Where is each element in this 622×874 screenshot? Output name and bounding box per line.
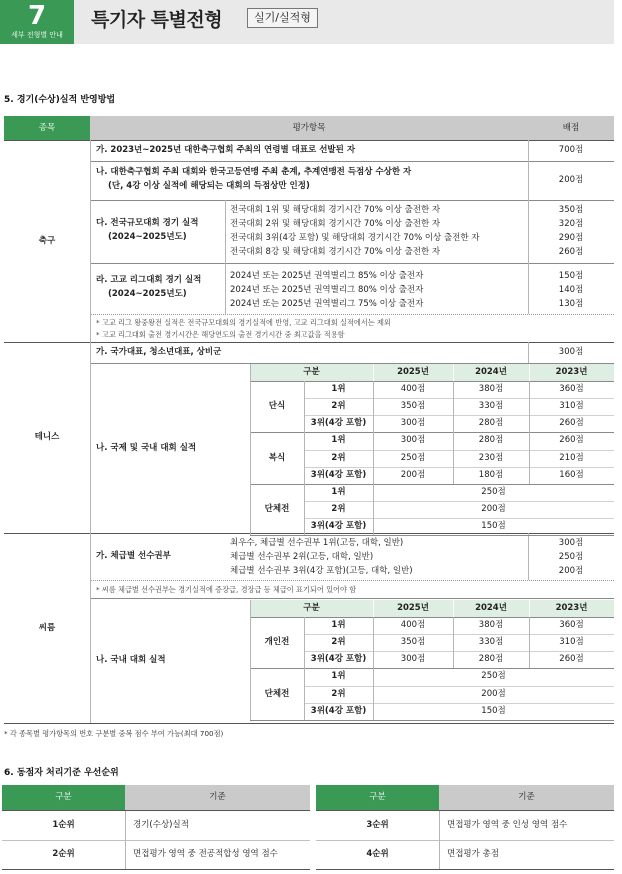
ssireum-a-points: 250점 xyxy=(558,551,584,562)
section6-heading: 6. 동점자 처리기준 우선순위 xyxy=(4,768,119,778)
grid-vline xyxy=(304,617,305,668)
grid-vline xyxy=(529,600,530,617)
soccer-d-points: 130점 xyxy=(558,298,584,309)
tie-col-division: 구분 xyxy=(369,792,386,802)
grid-rank: 3위(4강 포함) xyxy=(310,418,367,429)
soccer-c-item: 전국대회 1위 및 해당대회 경기시간 70% 이상 출전한 자 xyxy=(230,204,441,215)
tie-col-criterion: 기준 xyxy=(209,792,226,802)
grid-value: 150점 xyxy=(481,520,506,531)
tie-rank: 1순위 xyxy=(52,820,75,830)
grid-rank: 1위 xyxy=(331,486,346,497)
grid-value-2024: 280점 xyxy=(478,418,504,429)
grid-value-2025: 300점 xyxy=(400,435,426,446)
section-number-box xyxy=(0,0,74,44)
soccer-d-points: 140점 xyxy=(558,284,584,295)
soccer-note: * 고교 리그 왕중왕전 실적은 전국규모대회의 경기실적에 반영, 고교 리그대회 실적에서는 제외 xyxy=(96,317,391,327)
tie-rank: 2순위 xyxy=(52,849,75,859)
grid-group-0: 단식 xyxy=(268,401,286,412)
soccer-c-points: 290점 xyxy=(558,232,584,243)
section-subtitle: 세부 전형별 안내 xyxy=(11,31,63,39)
grid-col-2025: 2025년 xyxy=(397,367,429,378)
grid-value: 200점 xyxy=(481,688,506,699)
grid-group-1: 복식 xyxy=(268,452,286,463)
tie-criterion: 면접평가 영역 중 인성 영역 점수 xyxy=(447,820,568,830)
grid-vline xyxy=(529,381,530,432)
grid-line xyxy=(250,720,614,721)
ssireum-a-label: 가. 체급별 선수권부 xyxy=(96,551,171,561)
grid-vline xyxy=(250,364,251,535)
grid-rank: 3위(4강 포함) xyxy=(310,520,367,531)
grid-rank: 1위 xyxy=(331,671,346,682)
grid-col-division: 구분 xyxy=(303,603,320,614)
grid-value-2023: 360점 xyxy=(559,384,584,395)
grid-col-2025: 2025년 xyxy=(397,603,429,614)
grid-col-2024: 2024년 xyxy=(475,367,507,378)
grid-value-2025: 200점 xyxy=(400,469,426,480)
grid-vline xyxy=(529,617,530,668)
grid-value-2025: 350점 xyxy=(400,401,426,412)
sport-tennis: 테니스 xyxy=(34,432,60,442)
grid-value-2024: 180점 xyxy=(478,469,504,480)
grid-vline xyxy=(529,364,530,381)
row-line xyxy=(4,723,614,724)
col-line xyxy=(225,200,226,314)
tie-col-criterion: 기준 xyxy=(518,792,535,802)
grid-rank: 2위 xyxy=(331,503,346,514)
ssireum-a-item: 최우수, 체급별 선수권부 1위(고등, 대학, 일반) xyxy=(230,537,404,548)
grid-rank: 2위 xyxy=(331,401,346,412)
grid-value: 250점 xyxy=(481,486,506,497)
grid-rank: 2위 xyxy=(331,452,346,463)
grid-vline xyxy=(453,381,454,432)
soccer-c-points: 350점 xyxy=(558,204,584,215)
soccer-d-label: 라. 고교 리그대회 경기 실적 (2024~2025년도) xyxy=(96,275,202,299)
grid-value-2023: 160점 xyxy=(559,469,584,480)
ssireum-note: * 씨름 체급별 선수권부는 경기실적에 증장급, 경장급 등 체급이 표기되어 있어야 함 xyxy=(96,585,357,594)
grid-rank: 1위 xyxy=(331,435,346,446)
sport-soccer: 축구 xyxy=(38,235,56,246)
soccer-c-item: 전국대회 8강 및 해당대회 경기시간 70% 이상 출전한 자 xyxy=(230,246,441,257)
sport-ssireum: 씨름 xyxy=(38,622,56,633)
type-badge: 실기/실적형 xyxy=(247,8,318,28)
grid-value-2025: 250점 xyxy=(400,452,426,463)
grid-value-2025: 400점 xyxy=(400,620,426,631)
tie-vline xyxy=(439,811,440,869)
grid-rank: 3위(4강 포함) xyxy=(310,705,367,716)
grid-rank: 3위(4강 포함) xyxy=(310,469,367,480)
soccer-d-item: 2024년 또는 2025년 권역별리그 85% 이상 출전자 xyxy=(230,270,424,281)
grid-vline xyxy=(453,600,454,617)
grid-value-2023: 360점 xyxy=(559,620,584,631)
soccer-c-item: 전국대회 2위 및 해당대회 경기시간 70% 이상 출전한 자 xyxy=(230,218,441,229)
grid-value-2025: 350점 xyxy=(400,637,426,648)
grid-value-2025: 400점 xyxy=(400,384,426,395)
tie-criterion: 면접평가 총점 xyxy=(447,849,499,859)
col-points: 배점 xyxy=(562,122,580,133)
grid-col-2023: 2023년 xyxy=(555,367,588,378)
grid-vline xyxy=(373,668,374,719)
grid-rank: 1위 xyxy=(331,384,346,395)
soccer-c-points: 320점 xyxy=(558,218,584,229)
grid-vline xyxy=(453,432,454,483)
grid-value-2023: 310점 xyxy=(559,401,584,412)
tie-vline xyxy=(125,811,126,869)
grid-vline xyxy=(453,617,454,668)
grid-value-2024: 330점 xyxy=(478,401,504,412)
grid-vline xyxy=(304,381,305,432)
grid-group-2: 단체전 xyxy=(264,503,290,514)
grid-col-2024: 2024년 xyxy=(475,603,507,614)
tie-rank: 3순위 xyxy=(366,820,389,830)
grid-value-2024: 280점 xyxy=(478,654,504,665)
soccer-b-points: 200점 xyxy=(558,175,584,185)
ssireum-a-item: 체급별 선수권부 3위(4강 포함)(고등, 대학, 일반) xyxy=(230,565,413,576)
tennis-a-points: 300점 xyxy=(558,347,584,357)
soccer-a-points: 700점 xyxy=(558,145,584,155)
grid-vline xyxy=(453,364,454,381)
grid-rank: 2위 xyxy=(331,688,346,699)
grid-rank: 1위 xyxy=(331,620,346,631)
row-line xyxy=(90,580,614,581)
grid-value-2023: 210점 xyxy=(559,452,584,463)
grid-value: 250점 xyxy=(481,671,506,682)
grid-value-2023: 260점 xyxy=(559,654,584,665)
soccer-note: * 고교 리그대회 출전 경기시간은 해당연도의 출전 경기시간 중 최고값을 적용함 xyxy=(96,329,345,339)
grid-vline xyxy=(304,484,305,535)
tennis-b-label: 나. 국제 및 국내 대회 실적 xyxy=(96,442,197,453)
grid-vline xyxy=(304,668,305,719)
grid-value-2023: 260점 xyxy=(559,418,584,429)
grid-rank: 2위 xyxy=(331,637,346,648)
grid-group-1: 단체전 xyxy=(264,688,290,699)
row-line xyxy=(90,314,614,315)
grid-value-2024: 380점 xyxy=(478,620,504,631)
grid-value-2024: 330점 xyxy=(478,637,504,648)
tennis-a-label: 가. 국가대표, 청소년대표, 상비군 xyxy=(96,347,222,357)
soccer-b-label: 나. 대한축구협회 주최 대회와 한국고등연맹 주최 춘계, 추계연맹전 득점상 수상한 자 (단, 4강 이상 실적에 해당되는 대회의 득점상만 인정) xyxy=(96,167,412,191)
grid-value-2024: 230점 xyxy=(478,452,504,463)
col-sport: 종목 xyxy=(38,122,56,133)
section-number: 7 xyxy=(27,1,47,31)
soccer-d-item: 2024년 또는 2025년 권역별리그 80% 이상 출전자 xyxy=(230,284,424,295)
soccer-c-label: 다. 전국규모대회 경기 실적 (2024~2025년도) xyxy=(96,218,199,242)
grid-vline xyxy=(373,364,374,381)
grid-value-2023: 260점 xyxy=(559,435,584,446)
soccer-d-item: 2024년 또는 2025년 권역별리그 75% 이상 출전자 xyxy=(230,298,424,309)
grid-group-0: 개인전 xyxy=(264,637,290,648)
soccer-d-points: 150점 xyxy=(558,270,584,281)
tie-col-division: 구분 xyxy=(55,792,72,802)
grid-vline xyxy=(373,617,374,668)
page-title: 특기자 특별전형 xyxy=(91,9,223,31)
grid-rank: 3위(4강 포함) xyxy=(310,654,367,665)
grid-col-division: 구분 xyxy=(303,367,320,378)
ssireum-a-points: 200점 xyxy=(558,565,584,576)
grid-value-2025: 300점 xyxy=(400,654,426,665)
section5-heading: 5. 경기(수상)실적 반영방법 xyxy=(4,95,116,105)
grid-value-2024: 280점 xyxy=(478,435,504,446)
tie-line xyxy=(316,869,614,870)
grid-value-2024: 380점 xyxy=(478,384,504,395)
grid-vline xyxy=(373,600,374,617)
ssireum-a-points: 300점 xyxy=(558,537,584,548)
grid-col-2023: 2023년 xyxy=(555,603,588,614)
tie-criterion: 경기(수상)실적 xyxy=(133,820,189,830)
grid-value-2025: 300점 xyxy=(400,418,426,429)
tie-rank: 4순위 xyxy=(366,849,389,859)
col-criteria: 평가항목 xyxy=(292,122,326,133)
grid-vline xyxy=(250,600,251,720)
grid-vline xyxy=(529,432,530,483)
soccer-c-points: 260점 xyxy=(558,246,584,257)
col-line xyxy=(90,140,91,723)
ssireum-b-label: 나. 국내 대회 실적 xyxy=(96,655,166,665)
tie-line xyxy=(2,869,310,870)
section5-footnote: * 각 종목별 평가항목의 번호 구분별 중복 점수 부여 가능(최대 700점) xyxy=(4,729,224,738)
grid-value: 200점 xyxy=(481,503,506,514)
soccer-c-item: 전국대회 3위(4강 포함) 및 해당대회 경기시간 70% 이상 출전한 자 xyxy=(230,232,480,243)
grid-vline xyxy=(304,432,305,483)
grid-vline xyxy=(373,484,374,535)
grid-value-2023: 310점 xyxy=(559,637,584,648)
grid-vline xyxy=(373,432,374,483)
grid-value: 150점 xyxy=(481,705,506,716)
grid-vline xyxy=(373,381,374,432)
soccer-a-label: 가. 2023년~2025년 대한축구협회 주최의 연령별 대표로 선발된 자 xyxy=(96,145,356,155)
ssireum-a-item: 체급별 선수권부 2위(고등, 대학, 일반) xyxy=(230,551,374,562)
tie-criterion: 면접평가 영역 중 전공적합성 영역 점수 xyxy=(133,849,278,859)
